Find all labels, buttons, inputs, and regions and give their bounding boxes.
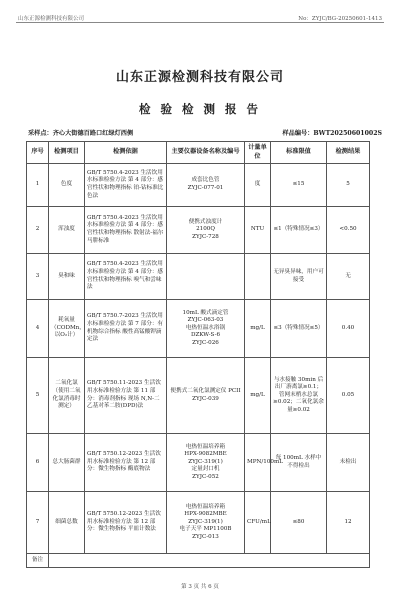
col-header-unit: 计量单位: [245, 142, 271, 164]
cell-equipment: 电热恒温培养箱 HPX-9082MBE ZYJC-319(1) 电子天平 MP1100B ZYJC-013: [167, 492, 245, 554]
cell-result: 12: [327, 492, 370, 554]
cell-limit: 每 100mL 水样中不得检出: [271, 434, 327, 492]
table-row: [27, 492, 370, 554]
cell-unit: CFU/mL: [245, 492, 271, 554]
cell-unit: MPN/100mL: [245, 434, 271, 492]
col-header-result: 检测结果: [327, 142, 370, 164]
cell-unit: mg/L: [245, 300, 271, 358]
cell-no: 7: [27, 492, 49, 554]
cell-item: 二氧化氯（使用二氧化氯消毒时测定）: [49, 358, 85, 434]
cell-equipment: 便携式二氧化氯测定仪 PCII ZYJC-039: [167, 358, 245, 434]
cell-limit: ≤3（特殊情况≤5）: [271, 300, 327, 358]
table-row: [27, 164, 370, 207]
cell-basis: GB/T 5750.7-2023 生活饮用水标准检验方法 第 7 部分：有机物综合指标 酸性高锰酸钾滴定法: [85, 300, 167, 358]
results-table: [26, 141, 370, 568]
col-header-basis: 检测依据: [85, 142, 167, 164]
header-report-number: No：ZYJC/BG-20250601-1413: [298, 16, 382, 22]
cell-unit: NTU: [245, 207, 271, 254]
cell-result: 0.05: [327, 358, 370, 434]
cell-equipment: 成套比色管 ZYJC-077-01: [167, 164, 245, 207]
cell-no: 5: [27, 358, 49, 434]
cell-result: <0.50: [327, 207, 370, 254]
cell-no: 2: [27, 207, 49, 254]
table-row: [27, 358, 370, 434]
remark-row: [27, 554, 370, 568]
col-header-limit: 标准限值: [271, 142, 327, 164]
col-header-item: 检测项目: [49, 142, 85, 164]
table-row: [27, 207, 370, 254]
cell-limit: 无异臭异味，用户可接受: [271, 254, 327, 300]
sample-number: 样品编号：BWT20250601002S: [282, 130, 382, 137]
cell-equipment: 便携式浊度计 2100Q ZYJC-728: [167, 207, 245, 254]
cell-basis: GB/T 5750.4-2023 生活饮用水标准检验方法 第 4 部分：感官性状和物理指标 铂-钴标准比色法: [85, 164, 167, 207]
cell-no: 6: [27, 434, 49, 492]
sample-point: 采样点：齐心大街德百路口红绿灯西侧: [28, 130, 134, 137]
cell-limit: 与水接触 30min 后出厂游离氯≥0.1；管网末梢水总氯≥0.02；二氧化氯余量≥0.02: [271, 358, 327, 434]
cell-basis: GB/T 5750.12-2023 生活饮用水标准检验方法 第 12 部分：微生物指标 平皿计数法: [85, 492, 167, 554]
cell-item: 细菌总数: [49, 492, 85, 554]
col-header-no: 序号: [27, 142, 49, 164]
cell-unit: [245, 254, 271, 300]
cell-no: 4: [27, 300, 49, 358]
header-divider: [16, 22, 384, 23]
table-row: [27, 254, 370, 300]
cell-item: 浑浊度: [49, 207, 85, 254]
cell-result: 5: [327, 164, 370, 207]
cell-limit: ≤80: [271, 492, 327, 554]
cell-limit: ≤15: [271, 164, 327, 207]
cell-unit: 度: [245, 164, 271, 207]
remark-content: [49, 554, 370, 568]
header-lab-name: 山东正源检测科技有限公司: [18, 16, 85, 22]
cell-result: 未检出: [327, 434, 370, 492]
table-row: [27, 300, 370, 358]
cell-basis: GB/T 5750.4-2023 生活饮用水标准检验方法 第 4 部分：感官性状和物理指标 嗅气和尝味法: [85, 254, 167, 300]
cell-basis: GB/T 5750.11-2023 生活饮用水标准检验方法 第 11 部分：消毒剂指标 现场 N,N-二乙基对苯二胺(DPD)法: [85, 358, 167, 434]
cell-basis: GB/T 5750.12-2023 生活饮用水标准检验方法 第 12 部分：微生物指标 酶底物法: [85, 434, 167, 492]
cell-result: 0.40: [327, 300, 370, 358]
cell-item: 总大肠菌群: [49, 434, 85, 492]
cell-item: 色度: [49, 164, 85, 207]
cell-no: 1: [27, 164, 49, 207]
cell-limit: ≤1（特殊情况≤3）: [271, 207, 327, 254]
cell-basis: GB/T 5750.4-2023 生活饮用水标准检验方法 第 4 部分：感官性状和物理指标 散射法-福尔马肼标准: [85, 207, 167, 254]
cell-unit: mg/L: [245, 358, 271, 434]
cell-item: 臭和味: [49, 254, 85, 300]
cell-equipment: 电热恒温培养箱 HPX-9082MBE ZYJC-319(1) 定量封口机 ZYJC-052: [167, 434, 245, 492]
report-title: 检 验 检 测 报 告: [138, 102, 262, 116]
table-header-row: [27, 142, 370, 164]
cell-result: 无: [327, 254, 370, 300]
cell-item: 耗氧量（CODMn，以O₂计）: [49, 300, 85, 358]
cell-equipment: [167, 254, 245, 300]
remark-label: 备注: [27, 554, 49, 568]
table-row: [27, 434, 370, 492]
cell-equipment: 10mL 酸式滴定管 ZYJC-063-03 电热恒温水浴锅 DZKW-S-6 ZYJC-026: [167, 300, 245, 358]
cell-no: 3: [27, 254, 49, 300]
page-number: 第 3 页 共 6 页: [181, 584, 219, 590]
col-header-equipment: 主要仪器设备名称及编号: [167, 142, 245, 164]
company-name: 山东正源检测科技有限公司: [115, 70, 284, 85]
